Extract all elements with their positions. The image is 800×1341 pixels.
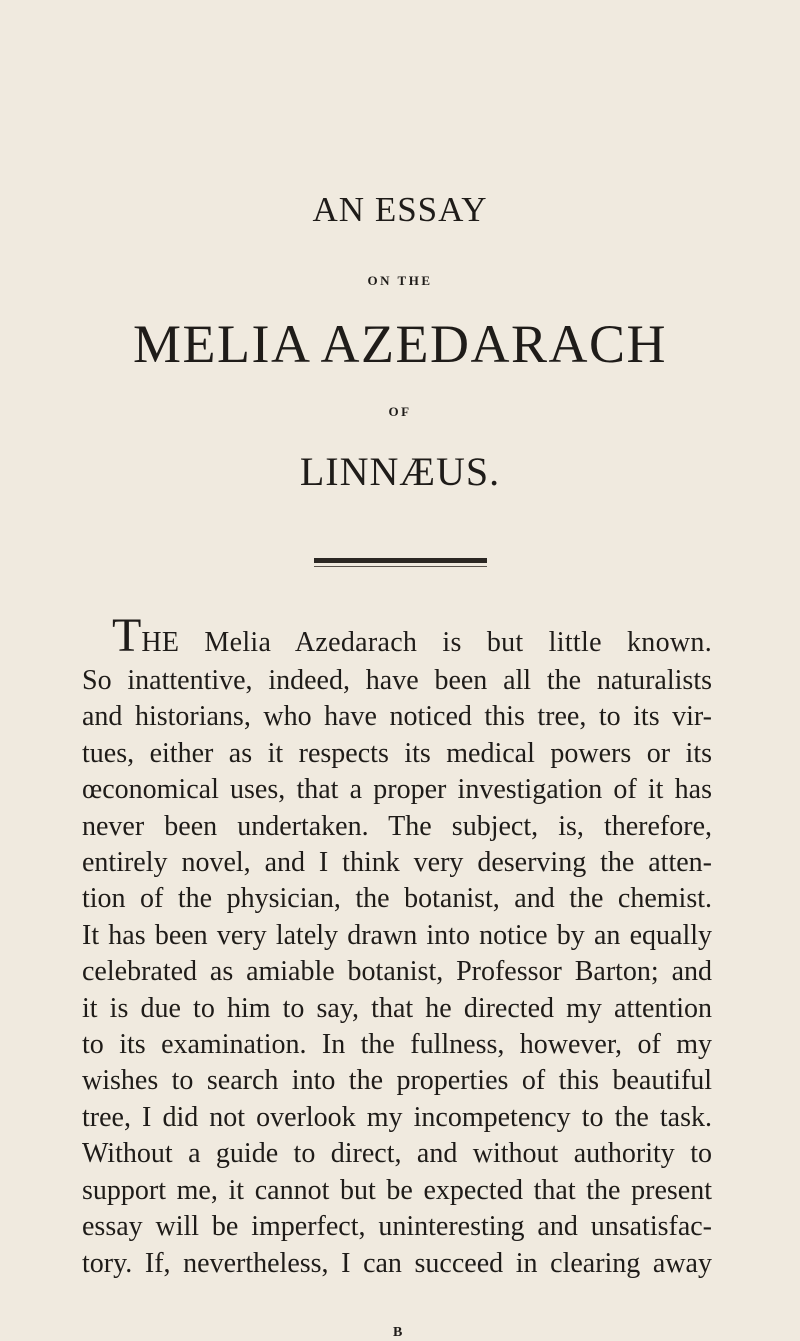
title-an-essay: AN ESSAY <box>312 190 488 229</box>
decorative-rule <box>314 558 487 563</box>
title-on-the: ON THE <box>367 273 433 288</box>
body-line: essay will be imperfect, uninteresting and unsatisfac- <box>82 1211 712 1243</box>
title-linnaeus: LINNÆUS. <box>299 449 501 494</box>
body-first-line <box>82 609 712 669</box>
body-line: wishes to search into the properties of this beautiful <box>82 1065 712 1097</box>
body-first-line-text: HE Melia Azedarach is but little known. <box>141 627 712 658</box>
body-line: support me, it cannot but be expected that the present <box>82 1174 712 1206</box>
signature-mark: B <box>393 1325 403 1340</box>
body-line: tree, I did not overlook my incompetency to the task. <box>82 1101 712 1133</box>
body-line: celebrated as amiable botanist, Professor Barton; and <box>82 956 712 988</box>
body-line: It has been very lately drawn into notice by an equally <box>82 919 712 951</box>
body-line: tues, either as it respects its medical powers or its <box>82 737 712 769</box>
body-line: tory. If, nevertheless, I can succeed in clearing away <box>82 1247 712 1279</box>
title-melia-azedarach: MELIA AZEDARACH <box>133 314 667 374</box>
body-line: to its examination. In the fullness, however, of my <box>82 1029 712 1061</box>
body-line: So inattentive, indeed, have been all the naturalists <box>82 665 712 696</box>
body-line: never been undertaken. The subject, is, therefore, <box>82 810 712 842</box>
body-line: Without a guide to direct, and without authority to <box>82 1138 712 1170</box>
body-line: it is due to him to say, that he directed my attention <box>82 992 712 1024</box>
body-line: and historians, who have noticed this tree, to its vir- <box>82 701 712 733</box>
body-line: tion of the physician, the botanist, and the chemist. <box>82 883 712 915</box>
drop-cap: T <box>112 609 142 662</box>
decorative-rule-thin <box>314 566 487 567</box>
essay-body <box>82 609 712 1282</box>
body-line: entirely novel, and I think very deserving the atten- <box>82 847 712 879</box>
title-of: OF <box>388 404 412 419</box>
body-line: œconomical uses, that a proper investigation of it has <box>82 774 712 806</box>
